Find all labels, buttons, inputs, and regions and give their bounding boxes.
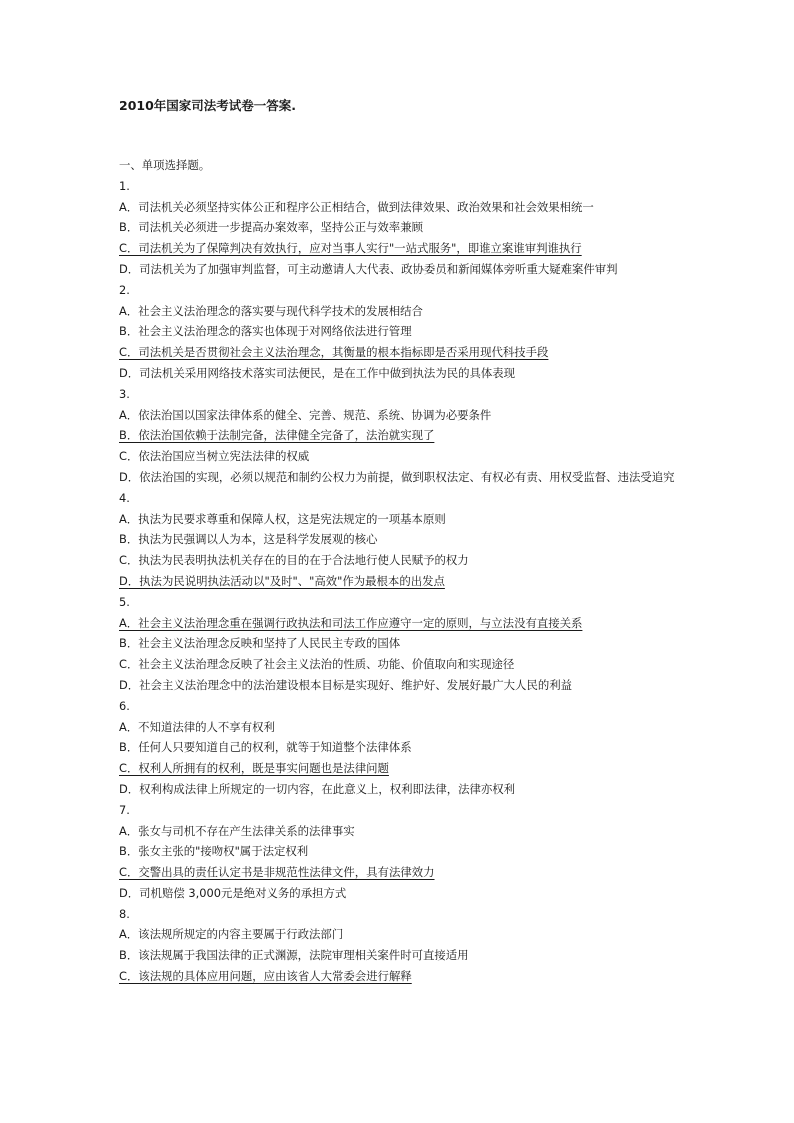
option-text: A．社会主义法治理念的落实要与现代科学技术的发展相结合 [119, 303, 423, 318]
answer-option-text: C．该法规的具体应用问题，应由该省人大常委会进行解释 [119, 969, 412, 984]
option-text: D．司法机关为了加强审判监督，可主动邀请人大代表、政协委员和新闻媒体旁听重大疑难案件审判 [119, 261, 618, 276]
option-text: C．依法治国应当树立宪法法律的权威 [119, 449, 310, 464]
option-line [119, 883, 679, 904]
option-text: B．张女主张的"接吻权"属于法定权利 [119, 844, 309, 859]
option-line [119, 821, 679, 842]
section-heading: 一、单项选择题。 [119, 158, 211, 172]
option-text: B．社会主义法治理念的落实也体现于对网络依法进行管理 [119, 324, 412, 339]
option-text: B．社会主义法治理念反映和坚持了人民民主专政的国体 [119, 636, 401, 651]
answer-option-text: C．权利人所拥有的权利，既是事实问题也是法律问题 [119, 761, 389, 776]
option-line [119, 363, 679, 384]
option-text: A．执法为民要求尊重和保障人权，这是宪法规定的一项基本原则 [119, 511, 446, 526]
option-line [119, 259, 679, 280]
option-text: D．司法机关采用网络技术落实司法便民，是在工作中做到执法为民的具体表现 [119, 365, 516, 380]
document-body [119, 155, 679, 987]
question-number: 8. [119, 906, 130, 921]
option-line [119, 945, 679, 966]
option-line [119, 862, 679, 883]
question-number: 3. [119, 386, 130, 401]
answer-option-text: C．司法机关为了保障判决有效执行，应对当事人实行"一站式服务"，即谁立案谁审判谁执行 [119, 241, 582, 256]
option-line [119, 425, 679, 446]
question-number: 4. [119, 490, 130, 505]
option-text: A．司法机关必须坚持实体公正和程序公正相结合，做到法律效果、政治效果和社会效果相统一 [119, 199, 594, 214]
option-line [119, 197, 679, 218]
option-text: B．该法规属于我国法律的正式渊源，法院审理相关案件时可直接适用 [119, 948, 469, 963]
option-line [119, 613, 679, 634]
option-line [119, 966, 679, 987]
answer-option-text: D．执法为民说明执法活动以"及时"、"高效"作为最根本的出发点 [119, 573, 445, 588]
option-line [119, 342, 679, 363]
option-text: A．依法治国以国家法律体系的健全、完善、规范、系统、协调为必要条件 [119, 407, 492, 422]
answer-option-text: C．交警出具的责任认定书是非规范性法律文件，具有法律效力 [119, 865, 435, 880]
option-line [119, 633, 679, 654]
question-number: 5. [119, 594, 130, 609]
option-text: A．该法规所规定的内容主要属于行政法部门 [119, 927, 344, 942]
question-list [119, 176, 679, 987]
option-line [119, 779, 679, 800]
option-line [119, 717, 679, 738]
option-line [119, 737, 679, 758]
option-text: D．权利构成法律上所规定的一切内容，在此意义上，权利即法律，法律亦权利 [119, 781, 516, 796]
option-line [119, 675, 679, 696]
option-line [119, 238, 679, 259]
option-line [119, 571, 679, 592]
option-text: D．司机赔偿 3,000元是绝对义务的承担方式 [119, 885, 347, 900]
question-number: 2. [119, 282, 130, 297]
option-text: C．社会主义法治理念反映了社会主义法治的性质、功能、价值取向和实现途径 [119, 657, 515, 672]
option-text: C．执法为民表明执法机关存在的目的在于合法地行使人民赋予的权力 [119, 553, 469, 568]
option-line [119, 841, 679, 862]
option-text: A．张女与司机不存在产生法律关系的法律事实 [119, 823, 355, 838]
option-text: D．依法治国的实现，必须以规范和制约公权力为前提，做到职权法定、有权必有责、用权受监督、违法受追究 [119, 469, 675, 484]
option-line [119, 550, 679, 571]
option-text: A．不知道法律的人不享有权利 [119, 719, 275, 734]
question-number: 7. [119, 802, 130, 817]
question-number: 1. [119, 178, 130, 193]
answer-option-text: A．社会主义法治理念重在强调行政执法和司法工作应遵守一定的原则，与立法没有直接关系 [119, 615, 583, 630]
option-text: B．司法机关必须进一步提高办案效率，坚持公正与效率兼顾 [119, 220, 423, 235]
question-number: 6. [119, 698, 130, 713]
option-line [119, 405, 679, 426]
option-line [119, 509, 679, 530]
option-line [119, 758, 679, 779]
option-text: B．任何人只要知道自己的权利，就等于知道整个法律体系 [119, 740, 412, 755]
option-line [119, 654, 679, 675]
option-line [119, 467, 679, 488]
document-title: 2010年国家司法考试卷一答案. [119, 98, 297, 113]
answer-option-text: C．司法机关是否贯彻社会主义法治理念，其衡量的根本指标即是否采用现代科技手段 [119, 345, 549, 360]
answer-option-text: B．依法治国依赖于法制完备，法律健全完备了，法治就实现了 [119, 428, 435, 443]
option-line [119, 321, 679, 342]
option-line [119, 446, 679, 467]
option-line [119, 529, 679, 550]
option-line [119, 217, 679, 238]
option-line [119, 301, 679, 322]
option-text: B．执法为民强调以人为本，这是科学发展观的核心 [119, 532, 378, 547]
option-line [119, 924, 679, 945]
option-text: D．社会主义法治理念中的法治建设根本目标是实现好、维护好、发展好最广大人民的利益 [119, 677, 573, 692]
